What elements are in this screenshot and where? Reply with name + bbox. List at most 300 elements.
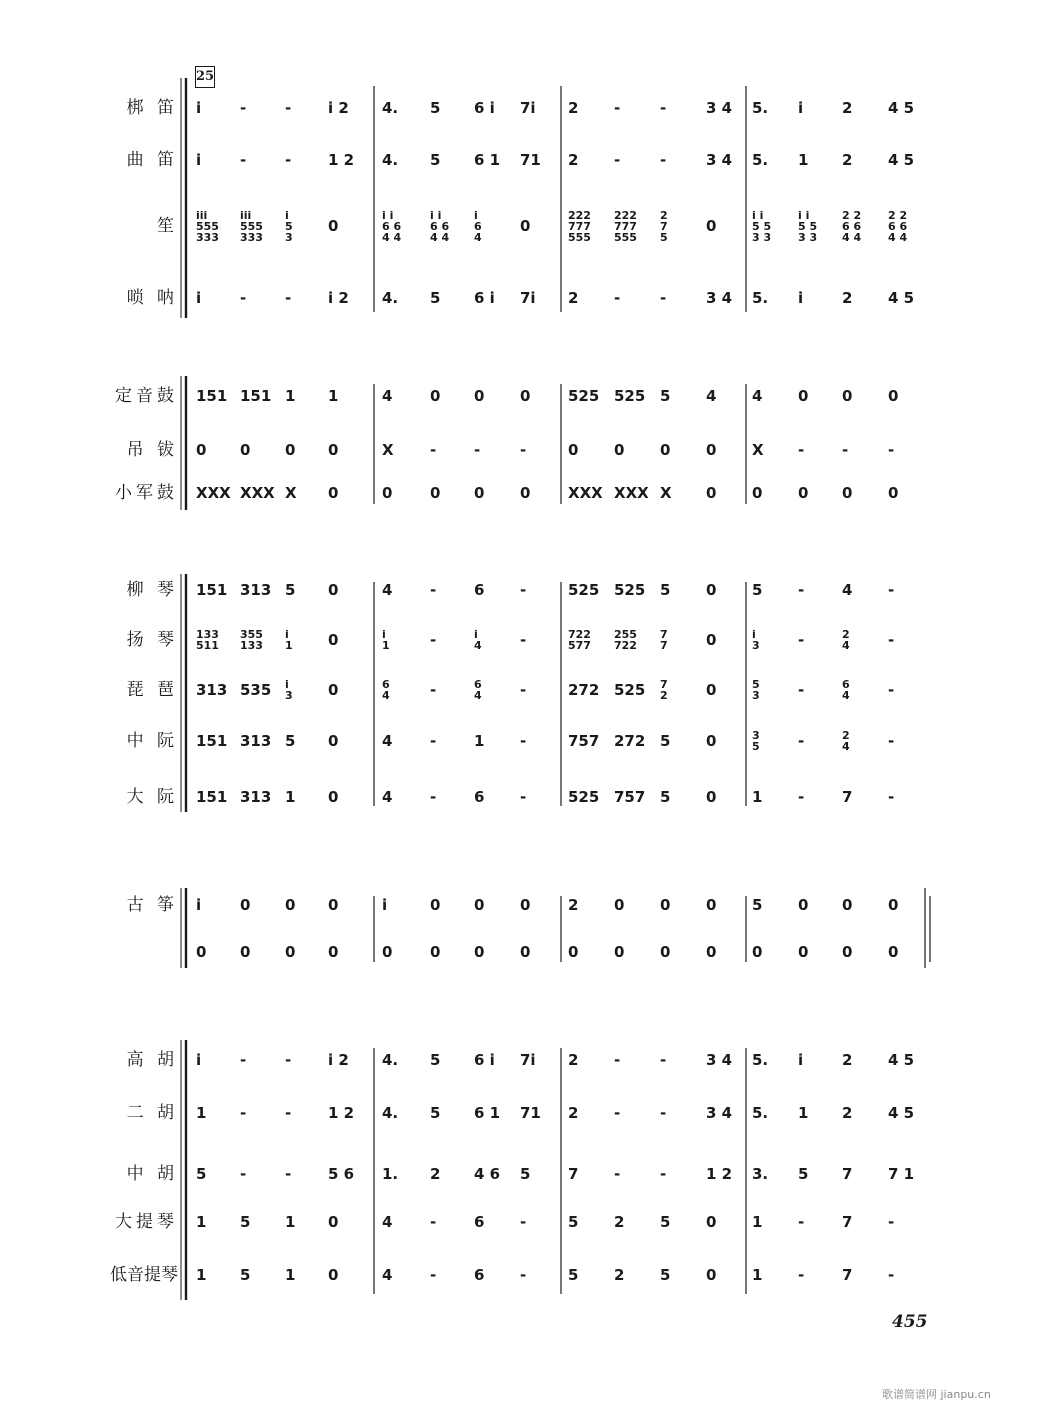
note-cell: 1 xyxy=(285,387,296,405)
note-cell: 5 xyxy=(430,99,441,117)
note-cell: 5 xyxy=(430,151,441,169)
note-cell: 5. xyxy=(752,1104,769,1122)
note-cell: 0 xyxy=(240,943,251,961)
note-cell: 71 xyxy=(520,1104,541,1122)
note-cell: i 2 xyxy=(328,289,349,307)
note-cell: 151 xyxy=(196,387,228,405)
note-cell: 0 xyxy=(706,681,717,699)
note-cell: 0 xyxy=(430,387,441,405)
note-cell: 151 xyxy=(196,581,228,599)
note-cell: - xyxy=(798,788,805,806)
note-cell: 0 xyxy=(888,484,899,502)
note-cell: 0 xyxy=(706,631,717,649)
note-cell: 5 xyxy=(568,1213,579,1231)
note-cell: X xyxy=(660,484,672,502)
note-cell: - xyxy=(285,1104,292,1122)
note-cell: 0 xyxy=(706,217,717,235)
note-cell: 4 xyxy=(382,387,393,405)
note-cell: 313 xyxy=(240,788,272,806)
note-cell: 2 xyxy=(430,1165,441,1183)
instrument-label: 古 筝 xyxy=(126,895,178,915)
note-cell: - xyxy=(660,1165,667,1183)
note-cell: - xyxy=(888,1213,895,1231)
note-cell: 0 xyxy=(660,943,671,961)
note-cell: 0 xyxy=(474,943,485,961)
note-cell: - xyxy=(798,732,805,750)
note-cell: 2 xyxy=(568,289,579,307)
note-cell: i xyxy=(196,896,202,914)
note-cell: 0 xyxy=(328,1266,339,1284)
note-cell: 1 xyxy=(798,151,809,169)
note-cell: - xyxy=(660,1051,667,1069)
note-cell: 0 xyxy=(430,484,441,502)
note-cell: - xyxy=(798,631,805,649)
note-cell: 3 4 xyxy=(706,1104,733,1122)
note-cell: i xyxy=(382,896,388,914)
note-cell: 3 4 xyxy=(706,1051,733,1069)
note-cell: i 6 4 xyxy=(474,208,482,244)
note-cell: - xyxy=(842,441,849,459)
note-cell: 0 xyxy=(660,441,671,459)
note-cell: 3 4 xyxy=(706,151,733,169)
note-cell: 0 xyxy=(520,943,531,961)
note-cell: 6 1 xyxy=(474,1104,501,1122)
note-cell: 5 xyxy=(660,788,671,806)
note-cell: 0 xyxy=(888,943,899,961)
note-cell: 5 xyxy=(660,581,671,599)
instrument-label: 低音提琴 xyxy=(110,1265,178,1285)
note-cell: 0 xyxy=(520,387,531,405)
note-cell: 2 xyxy=(614,1266,625,1284)
note-cell: - xyxy=(285,99,292,117)
note-cell: - xyxy=(430,441,437,459)
note-cell: 0 xyxy=(328,1213,339,1231)
note-cell: 151 xyxy=(196,788,228,806)
note-cell: 525 xyxy=(614,581,646,599)
note-cell: 0 xyxy=(706,943,717,961)
note-cell: iii 555 333 xyxy=(240,208,263,244)
note-cell: 4 5 xyxy=(888,1104,915,1122)
note-cell: i 5 3 xyxy=(285,208,293,244)
note-cell: i 3 xyxy=(752,628,760,652)
note-cell: 3 4 xyxy=(706,289,733,307)
note-cell: 0 xyxy=(842,896,853,914)
note-cell: 525 xyxy=(614,681,646,699)
note-cell: i i 5 5 3 3 xyxy=(798,208,818,244)
note-cell: - xyxy=(614,99,621,117)
note-cell: 3 5 xyxy=(752,729,760,753)
note-cell: - xyxy=(520,441,527,459)
note-cell: XXX xyxy=(568,484,603,502)
note-cell: - xyxy=(888,732,895,750)
note-cell: i xyxy=(798,99,804,117)
note-cell: i 1 xyxy=(285,628,293,652)
note-cell: 0 xyxy=(382,484,393,502)
note-cell: - xyxy=(888,581,895,599)
note-cell: - xyxy=(888,1266,895,1284)
note-cell: 0 xyxy=(614,896,625,914)
note-cell: 0 xyxy=(706,581,717,599)
note-cell: 5 xyxy=(430,1051,441,1069)
note-cell: 7 1 xyxy=(888,1165,915,1183)
note-cell: 0 xyxy=(328,631,339,649)
instrument-label: 吊 钹 xyxy=(126,440,178,460)
note-cell: 525 xyxy=(568,788,600,806)
note-cell: 7i xyxy=(520,289,536,307)
note-cell: 5 xyxy=(660,732,671,750)
note-cell: 1. xyxy=(382,1165,399,1183)
note-cell: 2 xyxy=(842,289,853,307)
note-cell: 5 xyxy=(430,289,441,307)
note-cell: 3. xyxy=(752,1165,769,1183)
note-cell: 0 xyxy=(520,484,531,502)
note-cell: i 1 xyxy=(382,628,390,652)
note-cell: - xyxy=(888,788,895,806)
note-cell: - xyxy=(520,681,527,699)
note-cell: 3 4 xyxy=(706,99,733,117)
note-cell: 0 xyxy=(328,732,339,750)
note-cell: 1 xyxy=(752,1213,763,1231)
note-cell: 757 xyxy=(568,732,600,750)
note-cell: 4. xyxy=(382,99,399,117)
note-cell: 5. xyxy=(752,1051,769,1069)
note-cell: - xyxy=(798,681,805,699)
note-cell: 0 xyxy=(706,896,717,914)
note-cell: 7 xyxy=(842,1213,853,1231)
note-cell: 5 xyxy=(240,1266,251,1284)
note-cell: 5 xyxy=(520,1165,531,1183)
note-cell: 313 xyxy=(240,581,272,599)
note-cell: 5 xyxy=(285,732,296,750)
note-cell: 0 xyxy=(240,896,251,914)
note-cell: 0 xyxy=(285,441,296,459)
note-cell: i 4 xyxy=(474,628,482,652)
note-cell: 0 xyxy=(430,896,441,914)
note-cell: 7 2 xyxy=(660,678,668,702)
note-cell: 0 xyxy=(196,943,207,961)
note-cell: 0 xyxy=(888,896,899,914)
instrument-label: 大 阮 xyxy=(126,787,178,807)
instrument-label: 高 胡 xyxy=(126,1050,178,1070)
note-cell: 5 xyxy=(285,581,296,599)
note-cell: 0 xyxy=(706,788,717,806)
note-cell: - xyxy=(240,99,247,117)
note-cell: - xyxy=(430,581,437,599)
note-cell: - xyxy=(430,1266,437,1284)
note-cell: - xyxy=(614,1165,621,1183)
note-cell: 4 6 xyxy=(474,1165,501,1183)
note-cell: 2 xyxy=(842,1051,853,1069)
note-cell: 0 xyxy=(798,943,809,961)
note-cell: 2 7 5 xyxy=(660,208,668,244)
note-cell: 2 xyxy=(568,1051,579,1069)
note-cell: 2 2 6 6 4 4 xyxy=(888,208,908,244)
note-cell: 1 xyxy=(752,1266,763,1284)
note-cell: 0 xyxy=(614,441,625,459)
note-cell: 6 xyxy=(474,1213,485,1231)
note-cell: 1 xyxy=(196,1266,207,1284)
note-cell: XXX xyxy=(614,484,649,502)
note-cell: 4 xyxy=(382,581,393,599)
note-cell: 2 xyxy=(568,1104,579,1122)
note-cell: - xyxy=(285,1165,292,1183)
note-cell: 6 xyxy=(474,788,485,806)
note-cell: 5. xyxy=(752,99,769,117)
note-cell: - xyxy=(430,732,437,750)
note-cell: XXX xyxy=(196,484,231,502)
note-cell: i 2 xyxy=(328,1051,349,1069)
note-cell: 272 xyxy=(568,681,600,699)
instrument-label: 笙 xyxy=(157,216,178,236)
note-cell: - xyxy=(520,788,527,806)
note-cell: 151 xyxy=(240,387,272,405)
note-cell: - xyxy=(240,151,247,169)
note-cell: 0 xyxy=(660,896,671,914)
note-cell: 0 xyxy=(706,441,717,459)
note-cell: - xyxy=(520,631,527,649)
note-cell: - xyxy=(520,581,527,599)
note-cell: 5 6 xyxy=(328,1165,355,1183)
watermark: 歌谱简谱网 jianpu.cn xyxy=(882,1388,991,1401)
note-cell: 0 xyxy=(328,484,339,502)
note-cell: 4. xyxy=(382,1051,399,1069)
note-cell: 6 i xyxy=(474,1051,495,1069)
page-number: 455 xyxy=(892,1312,928,1332)
note-cell: 6 xyxy=(474,1266,485,1284)
note-cell: 0 xyxy=(520,896,531,914)
note-cell: 0 xyxy=(328,788,339,806)
note-cell: 7 7 xyxy=(660,628,668,652)
note-cell: 0 xyxy=(752,484,763,502)
note-cell: 7i xyxy=(520,1051,536,1069)
note-cell: - xyxy=(520,1213,527,1231)
note-cell: 0 xyxy=(285,943,296,961)
note-cell: - xyxy=(520,1266,527,1284)
note-cell: 6 4 xyxy=(382,678,390,702)
note-cell: i i 5 5 3 3 xyxy=(752,208,772,244)
note-cell: 5. xyxy=(752,289,769,307)
note-cell: 7 xyxy=(568,1165,579,1183)
note-cell: 0 xyxy=(430,943,441,961)
note-cell: 1 xyxy=(474,732,485,750)
note-cell: 0 xyxy=(382,943,393,961)
note-cell: - xyxy=(285,289,292,307)
note-cell: 4 5 xyxy=(888,99,915,117)
note-cell: - xyxy=(240,289,247,307)
note-cell: 0 xyxy=(798,387,809,405)
note-cell: 355 133 xyxy=(240,628,263,652)
note-cell: - xyxy=(430,1213,437,1231)
note-cell: 5 xyxy=(240,1213,251,1231)
note-cell: 0 xyxy=(196,441,207,459)
note-cell: 0 xyxy=(285,896,296,914)
note-cell: 7 xyxy=(842,1165,853,1183)
note-cell: - xyxy=(285,151,292,169)
note-cell: 4 xyxy=(842,581,853,599)
note-cell: 1 xyxy=(328,387,339,405)
note-cell: 5 xyxy=(430,1104,441,1122)
note-cell: 2 xyxy=(568,151,579,169)
note-cell: - xyxy=(660,99,667,117)
note-cell: 535 xyxy=(240,681,272,699)
note-cell: 5 3 xyxy=(752,678,760,702)
note-cell: 4 5 xyxy=(888,1051,915,1069)
note-cell: 0 xyxy=(474,896,485,914)
instrument-label: 小军鼓 xyxy=(115,483,178,503)
note-cell: 6 4 xyxy=(842,678,850,702)
note-cell: 2 2 6 6 4 4 xyxy=(842,208,862,244)
note-cell: 2 xyxy=(842,151,853,169)
note-cell: - xyxy=(430,631,437,649)
note-cell: 1 xyxy=(752,788,763,806)
note-cell: - xyxy=(430,681,437,699)
note-cell: - xyxy=(798,581,805,599)
note-cell: 1 2 xyxy=(706,1165,733,1183)
note-cell: 525 xyxy=(568,387,600,405)
note-cell: i i 6 6 4 4 xyxy=(382,208,402,244)
note-cell: 2 xyxy=(842,1104,853,1122)
rehearsal-mark: 25 xyxy=(195,66,215,88)
note-cell: - xyxy=(240,1104,247,1122)
note-cell: 5 xyxy=(660,387,671,405)
note-cell: 1 2 xyxy=(328,151,355,169)
note-cell: 4 xyxy=(706,387,717,405)
note-cell: 5 xyxy=(752,896,763,914)
note-cell: 5 xyxy=(660,1266,671,1284)
instrument-label: 曲 笛 xyxy=(126,150,178,170)
note-cell: 0 xyxy=(888,387,899,405)
note-cell: X xyxy=(752,441,764,459)
note-cell: 1 2 xyxy=(328,1104,355,1122)
note-cell: 1 xyxy=(285,788,296,806)
note-cell: - xyxy=(798,1213,805,1231)
note-cell: - xyxy=(660,289,667,307)
note-cell: XXX xyxy=(240,484,275,502)
note-cell: 525 xyxy=(568,581,600,599)
note-cell: 6 i xyxy=(474,99,495,117)
note-cell: 255 722 xyxy=(614,628,637,652)
note-cell: - xyxy=(285,1051,292,1069)
note-cell: - xyxy=(660,151,667,169)
note-cell: 1 xyxy=(285,1213,296,1231)
note-cell: 2 xyxy=(568,896,579,914)
note-cell: i xyxy=(798,1051,804,1069)
note-cell: 0 xyxy=(842,484,853,502)
note-cell: 0 xyxy=(328,943,339,961)
note-cell: i 2 xyxy=(328,99,349,117)
instrument-label: 梆 笛 xyxy=(126,98,178,118)
note-cell: - xyxy=(474,441,481,459)
note-cell: i xyxy=(196,99,202,117)
note-cell: 7 xyxy=(842,788,853,806)
instrument-label: 中 阮 xyxy=(126,731,178,751)
note-cell: 222 777 555 xyxy=(614,208,637,244)
note-cell: 4 5 xyxy=(888,151,915,169)
note-cell: 0 xyxy=(328,441,339,459)
note-cell: 6 4 xyxy=(474,678,482,702)
note-cell: 2 xyxy=(842,99,853,117)
note-cell: i xyxy=(798,289,804,307)
note-cell: 0 xyxy=(798,484,809,502)
note-cell: 0 xyxy=(328,896,339,914)
note-cell: - xyxy=(798,1266,805,1284)
note-cell: - xyxy=(888,441,895,459)
instrument-label: 定音鼓 xyxy=(115,386,178,406)
note-cell: - xyxy=(614,1051,621,1069)
note-cell: iii 555 333 xyxy=(196,208,219,244)
note-cell: 5 xyxy=(798,1165,809,1183)
note-cell: i i 6 6 4 4 xyxy=(430,208,450,244)
note-cell: 133 511 xyxy=(196,628,219,652)
instrument-label: 中 胡 xyxy=(126,1164,178,1184)
note-cell: 0 xyxy=(706,1266,717,1284)
note-cell: - xyxy=(430,788,437,806)
note-cell: 7 xyxy=(842,1266,853,1284)
note-cell: - xyxy=(614,289,621,307)
note-cell: 6 1 xyxy=(474,151,501,169)
note-cell: 4 5 xyxy=(888,289,915,307)
note-cell: 71 xyxy=(520,151,541,169)
note-cell: 4 xyxy=(382,788,393,806)
note-cell: 1 xyxy=(196,1104,207,1122)
note-cell: 0 xyxy=(706,1213,717,1231)
note-cell: - xyxy=(614,1104,621,1122)
note-cell: i xyxy=(196,151,202,169)
note-cell: 313 xyxy=(196,681,228,699)
note-cell: 0 xyxy=(474,387,485,405)
note-cell: i 3 xyxy=(285,678,293,702)
note-cell: - xyxy=(520,732,527,750)
note-cell: 0 xyxy=(752,943,763,961)
note-cell: 2 4 xyxy=(842,628,850,652)
note-cell: i xyxy=(196,1051,202,1069)
note-cell: - xyxy=(240,1165,247,1183)
note-cell: 4 xyxy=(382,1213,393,1231)
note-cell: - xyxy=(888,681,895,699)
note-cell: 0 xyxy=(240,441,251,459)
note-cell: 2 xyxy=(568,99,579,117)
note-cell: - xyxy=(798,441,805,459)
note-cell: 5. xyxy=(752,151,769,169)
note-cell: 0 xyxy=(328,217,339,235)
note-cell: 222 777 555 xyxy=(568,208,591,244)
note-cell: 5 xyxy=(568,1266,579,1284)
note-cell: 151 xyxy=(196,732,228,750)
note-cell: 0 xyxy=(614,943,625,961)
instrument-label: 琵 琶 xyxy=(126,680,178,700)
note-cell: 7i xyxy=(520,99,536,117)
note-cell: 0 xyxy=(568,441,579,459)
note-cell: 1 xyxy=(196,1213,207,1231)
note-cell: 0 xyxy=(842,943,853,961)
note-cell: 5 xyxy=(752,581,763,599)
note-cell: 0 xyxy=(568,943,579,961)
note-cell: 6 i xyxy=(474,289,495,307)
note-cell: 4. xyxy=(382,1104,399,1122)
note-cell: 757 xyxy=(614,788,646,806)
note-cell: i xyxy=(196,289,202,307)
note-cell: 4 xyxy=(382,1266,393,1284)
instrument-label: 扬 琴 xyxy=(126,630,178,650)
note-cell: 4 xyxy=(382,732,393,750)
note-cell: - xyxy=(888,631,895,649)
instrument-label: 大提琴 xyxy=(115,1212,178,1232)
note-cell: 5 xyxy=(196,1165,207,1183)
note-cell: X xyxy=(382,441,394,459)
note-cell: 4 xyxy=(752,387,763,405)
note-cell: 0 xyxy=(842,387,853,405)
note-cell: - xyxy=(614,151,621,169)
